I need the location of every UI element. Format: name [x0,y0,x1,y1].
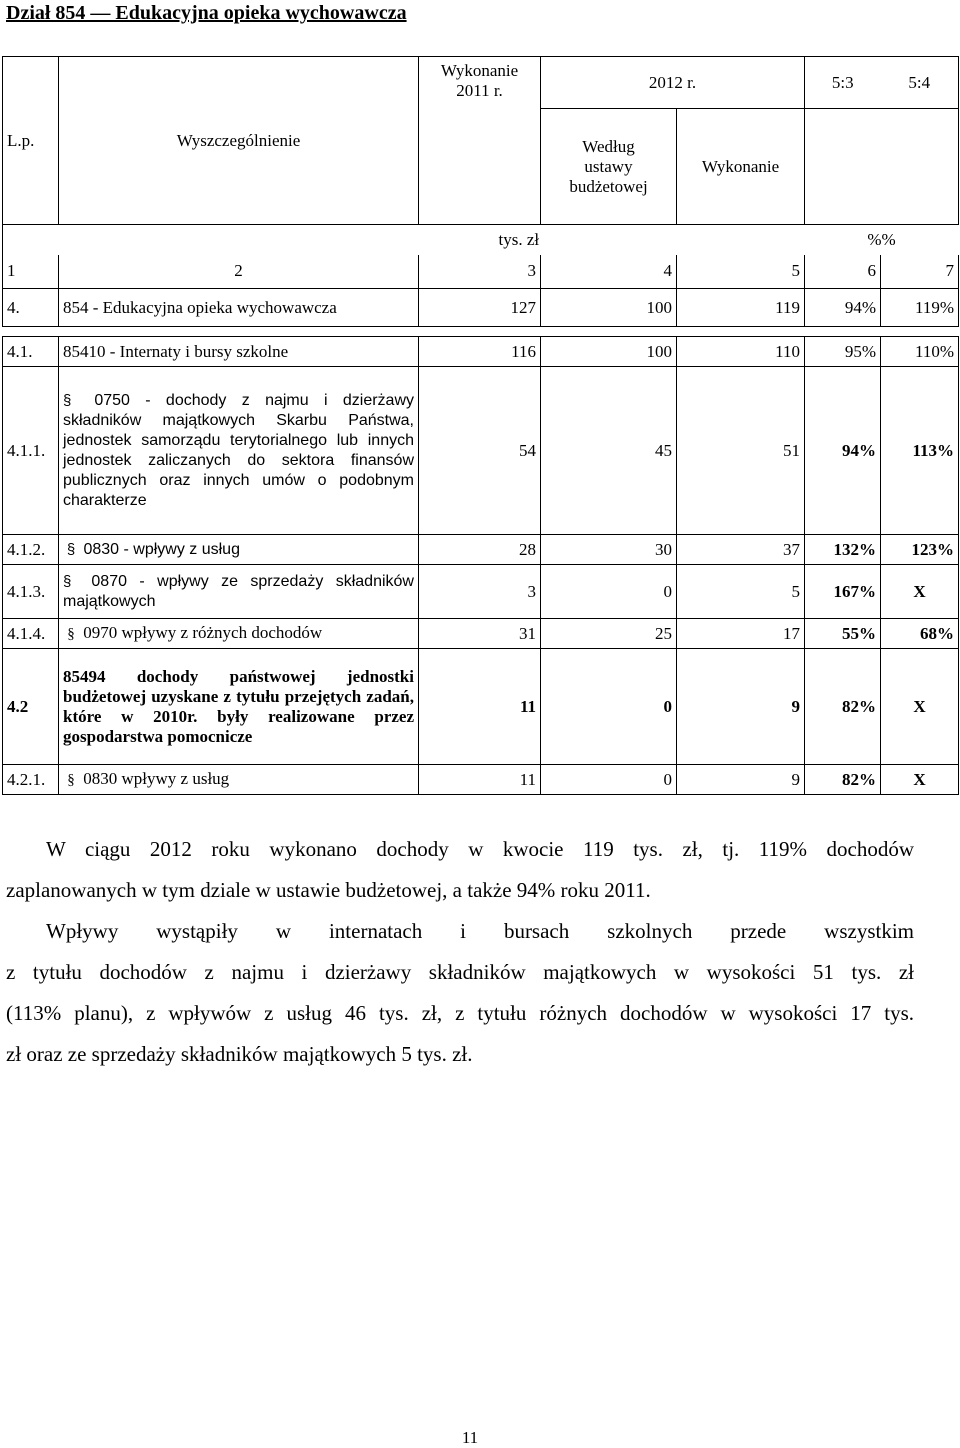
row-lp: 4.1.1. [3,367,59,535]
header-plan-line1: Według [582,136,635,156]
row-description [59,367,419,535]
row-pct-6: 94% [805,367,881,535]
paragraph-1-line-1-text: W ciągu 2012 roku wykonano dochody w kwocie 119 tys. zł, tj. 119% dochodów [46,837,914,861]
row-value-3: 127 [419,289,541,327]
row-description [59,565,419,619]
colnum-5: 5 [677,255,805,289]
paragraph-1-line-2: zaplanowanych w tym dziale w ustawie budżetowej, a także 94% roku 2011. [6,878,651,902]
row-value-4: 100 [541,289,677,327]
row-value-4: 30 [541,535,677,565]
table-row [3,535,959,565]
row-value-3: 3 [419,565,541,619]
paragraph-2-line-3: (113% planu), z wpływów z usług 46 tys. zł, z tytułu różnych dochodów w wysokości 17 tys. [6,1001,914,1025]
table-spacer [3,327,959,337]
table-row [3,289,959,327]
header-plan-line3: budżetowej [569,176,648,196]
header-blank-6 [805,109,881,225]
row-pct-7: 123% [881,535,959,565]
row-value-3: 116 [419,337,541,367]
paragraph-2-line-4: zł oraz ze sprzedaży składników majątkowych 5 tys. zł. [6,1042,473,1066]
paragraph-2-line-1 [6,911,914,952]
revenue-table [2,56,959,795]
row-pct-6: 55% [805,619,881,649]
row-value-5: 110 [677,337,805,367]
row-pct-7: 110% [881,337,959,367]
row-description-text: 0830 - wpływy z usług [83,540,240,558]
header-plan [541,109,677,225]
units-row [3,225,959,255]
row-value-3: 11 [419,649,541,765]
units-tys [498,225,805,255]
row-value-5: 9 [677,649,805,765]
row-lp: 4.2 [3,649,59,765]
table-row [3,337,959,367]
row-lp: 4.1.2. [3,535,59,565]
units-blank-1 [3,225,59,255]
row-value-3: 11 [419,765,541,795]
colnum-2: 2 [59,255,419,289]
row-pct-7: 113% [881,367,959,535]
colnum-7: 7 [881,255,959,289]
row-pct-7: X [881,649,959,765]
header-ratio-5-3: 5:3 [805,57,881,109]
row-value-5: 119 [677,289,805,327]
paragraph-2-line-2: z tytułu dochodów z najmu i dzierżawy składników majątkowych w wysokości 51 tys. zł [6,960,914,984]
header-ratio-5-4: 5:4 [881,57,959,109]
row-value-4: 0 [541,649,677,765]
row-value-4: 45 [541,367,677,535]
section-title: Dział 854 — Edukacyjna opieka wychowawcza [6,2,407,24]
row-pct-6: 167% [805,565,881,619]
colnum-3: 3 [419,255,541,289]
bullet-icon: § [67,626,75,642]
row-description-text: 0750 - dochody z najmu i dzierżawy składników majątkowych Skarbu Państwa, jednostek samorządu terytorialnego lub innych jednostek zaliczanych do sektora finansów publicznych oraz innych umów o podobnym charakterze [63,391,414,509]
bullet-icon: § [66,540,76,558]
units-pct: %% [805,225,959,255]
row-value-4: 0 [541,765,677,795]
bullet-icon: § [63,391,72,409]
colnum-4: 4 [541,255,677,289]
bullet-icon: § [63,572,72,590]
row-description [59,535,419,565]
row-value-3: 31 [419,619,541,649]
page-number: 11 [461,1428,479,1447]
row-description [59,619,419,649]
row-pct-7: 68% [881,619,959,649]
colnum-1: 1 [3,255,59,289]
row-value-3: 28 [419,535,541,565]
row-lp: 4.1. [3,337,59,367]
row-value-5: 51 [677,367,805,535]
row-description: 854 - Edukacyjna opieka wychowawcza [59,289,419,327]
spacer-cell [3,327,959,337]
units-blank-2 [59,225,419,255]
row-description-text: 0830 wpływy z usług [83,769,230,788]
row-value-5: 17 [677,619,805,649]
row-description: 85494 dochody państwowej jednostki budżetowej uzyskane z tytułu przejętych zadań, które w 2010r. były realizowane przez gospodarstwa pomocnicze [59,649,419,765]
row-description [59,765,419,795]
row-pct-6: 82% [805,649,881,765]
row-lp: 4.1.3. [3,565,59,619]
row-value-5: 37 [677,535,805,565]
row-value-4: 100 [541,337,677,367]
header-blank-7 [881,109,959,225]
row-value-4: 0 [541,565,677,619]
header-description: Wyszczególnienie [59,57,419,225]
row-pct-6: 94% [805,289,881,327]
row-pct-6: 95% [805,337,881,367]
row-pct-7: X [881,765,959,795]
row-value-4: 25 [541,619,677,649]
paragraph-1-line-1 [6,829,914,870]
row-lp: 4. [3,289,59,327]
paragraph-2-line-1-text: Wpływy wystąpiły w internatach i bursach szkolnych przede wszystkim [46,919,914,943]
bullet-icon: § [67,772,75,788]
row-value-5: 9 [677,765,805,795]
row-description: 85410 - Internaty i bursy szkolne [59,337,419,367]
row-value-3: 54 [419,367,541,535]
table-row [3,765,959,795]
row-pct-6: 132% [805,535,881,565]
header-execution-2011-line2: 2011 r. [456,81,503,100]
header-plan-line2: ustawy [584,156,633,176]
colnum-6: 6 [805,255,881,289]
header-row-main [3,57,959,109]
header-execution: Wykonanie [677,109,805,225]
units-tys-label: tys. zł [498,229,540,249]
row-lp: 4.2.1. [3,765,59,795]
row-lp: 4.1.4. [3,619,59,649]
header-execution-2011 [419,57,541,225]
column-numbers-row [3,255,959,289]
table-row [3,649,959,765]
row-description-text: 0970 wpływy z różnych dochodów [83,623,323,642]
header-year-2012: 2012 r. [541,57,805,109]
row-pct-6: 82% [805,765,881,795]
table-row [3,619,959,649]
table-row [3,565,959,619]
header-execution-2011-line1: Wykonanie [440,61,519,80]
table-row [3,367,959,535]
row-pct-7: X [881,565,959,619]
row-value-5: 5 [677,565,805,619]
row-description-text: 0870 - wpływy ze sprzedaży składników majątkowych [63,572,414,610]
header-lp: L.p. [3,57,59,225]
row-pct-7: 119% [881,289,959,327]
